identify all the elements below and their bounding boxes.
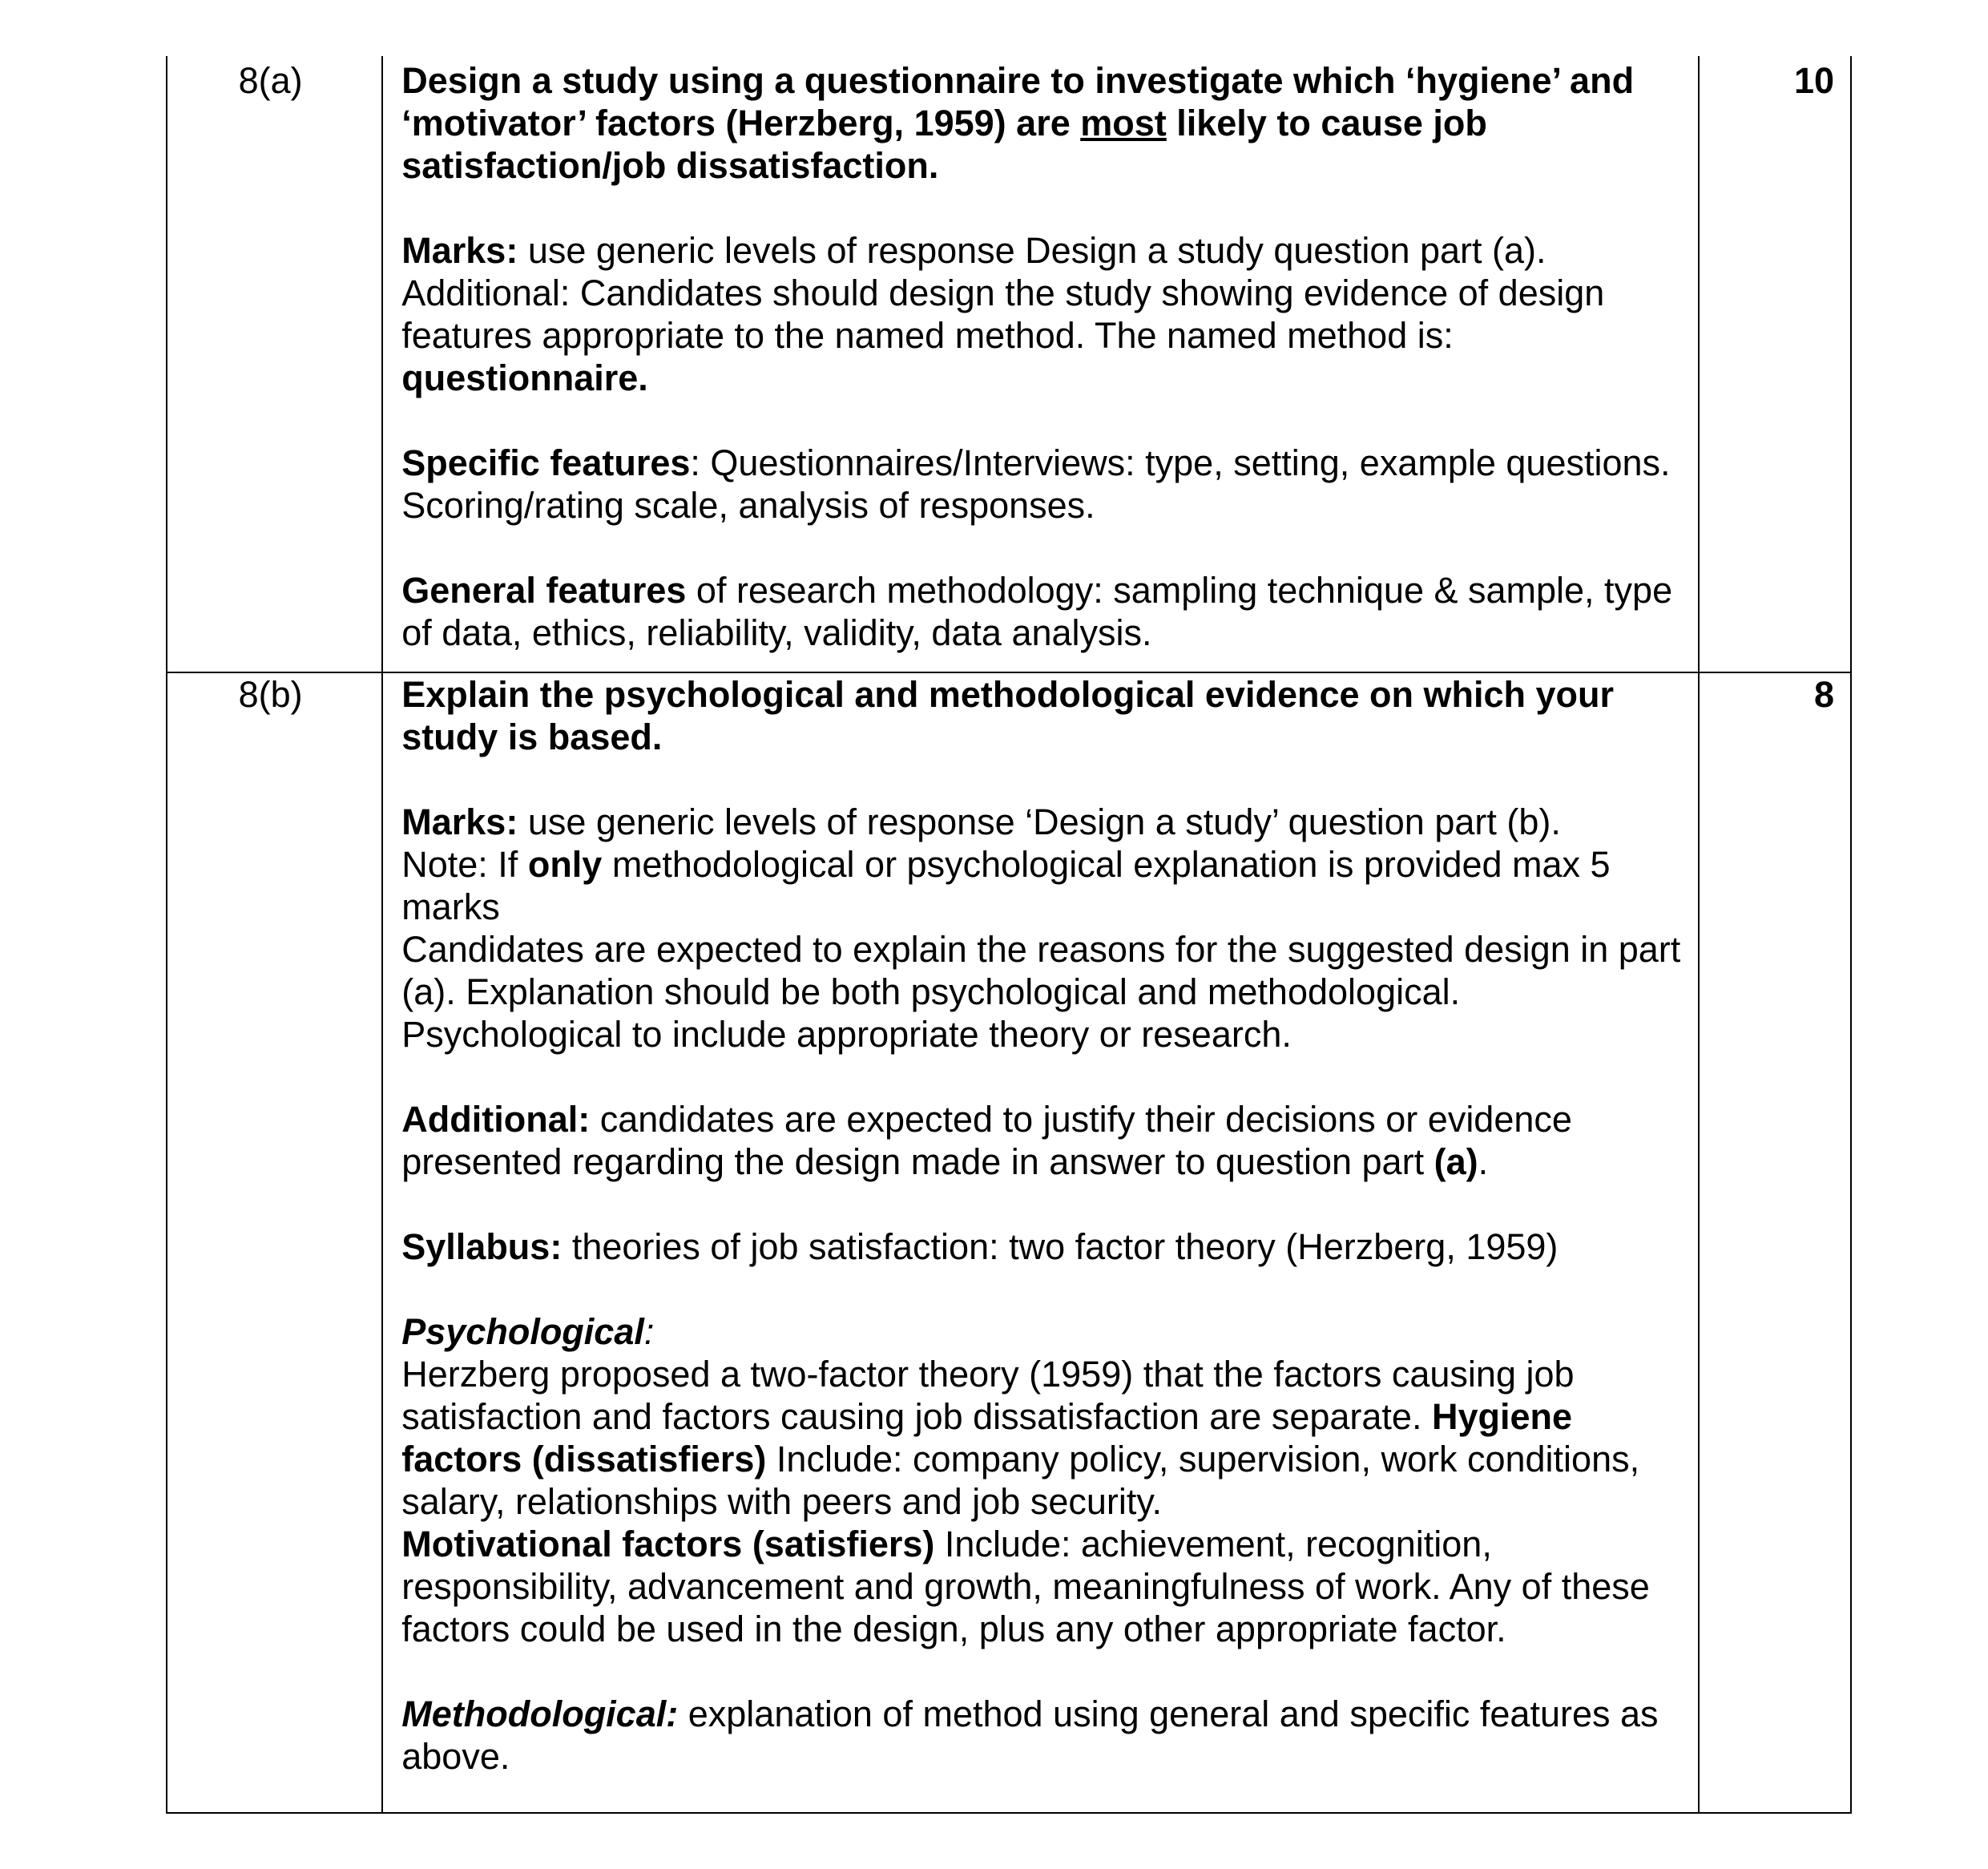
question-heading: Explain the psychological and methodological evidence on which your study is based.	[401, 674, 1615, 757]
syllabus-paragraph: Syllabus: theories of job satisfaction: two factor theory (Herzberg, 1959)	[401, 1226, 1559, 1267]
marks-paragraph: Marks: use generic levels of response ‘Design a study’ question part (b). Note: If only methodological or psychological explanation is provided max 5 marks Candidates are expected to explain the reasons for the suggested design in part (a). Explanation should be both psychological and methodological. Psychological to include appropriate theory or research.	[401, 801, 1681, 1055]
question-number: 8(a)	[238, 60, 303, 101]
marks-cell	[1699, 56, 1851, 672]
additional-paragraph: Additional: candidates are expected to justify their decisions or evidence presented regarding the design made in answer to question part (a).	[401, 1099, 1572, 1182]
table-row-8a	[167, 56, 1851, 672]
general-features-paragraph: General features of research methodology: sampling technique & sample, type of data, ethics, reliability, validity, data analysis.	[401, 570, 1673, 653]
marks-cell	[1699, 672, 1851, 1813]
question-heading: Design a study using a questionnaire to investigate which ‘hygiene’ and ‘motivator’ factors (Herzberg, 1959) are most likely to cause job satisfaction/job dissatisfaction.	[401, 60, 1635, 186]
specific-features-paragraph: Specific features: Questionnaires/Interviews: type, setting, example questions. Scoring/rating scale, analysis of responses.	[401, 442, 1671, 526]
mark-scheme-table	[166, 56, 1852, 1814]
question-cell	[167, 672, 382, 1813]
psychological-paragraph: Psychological: Herzberg proposed a two-factor theory (1959) that the factors causing job satisfaction and factors causing job dissatisfaction are separate. Hygiene factors (dissatisfiers) Include: company policy, supervision, work conditions, salary, relationships with peers and job security. Motivational factors (satisfiers) Include: achievement, recognition, responsibility, advancement and growth, meaningfulness of work. Any of these factors could be used in the design, plus any other appropriate factor.	[401, 1311, 1650, 1649]
table-row-8b	[167, 672, 1851, 1813]
question-number: 8(b)	[238, 674, 303, 715]
question-cell	[167, 56, 382, 672]
marks-value: 8	[1813, 674, 1834, 715]
methodological-paragraph: Methodological: explanation of method using general and specific features as above.	[401, 1693, 1659, 1777]
marks-paragraph: Marks: use generic levels of response Design a study question part (a). Additional: Candidates should design the study showing evidence of design features appropriate to the named method. The named method is: questionnaire.	[401, 230, 1605, 398]
emphasis-most: most	[1080, 103, 1167, 143]
answer-cell	[382, 56, 1699, 672]
marks-value: 10	[1793, 60, 1834, 101]
answer-cell	[382, 672, 1699, 1813]
